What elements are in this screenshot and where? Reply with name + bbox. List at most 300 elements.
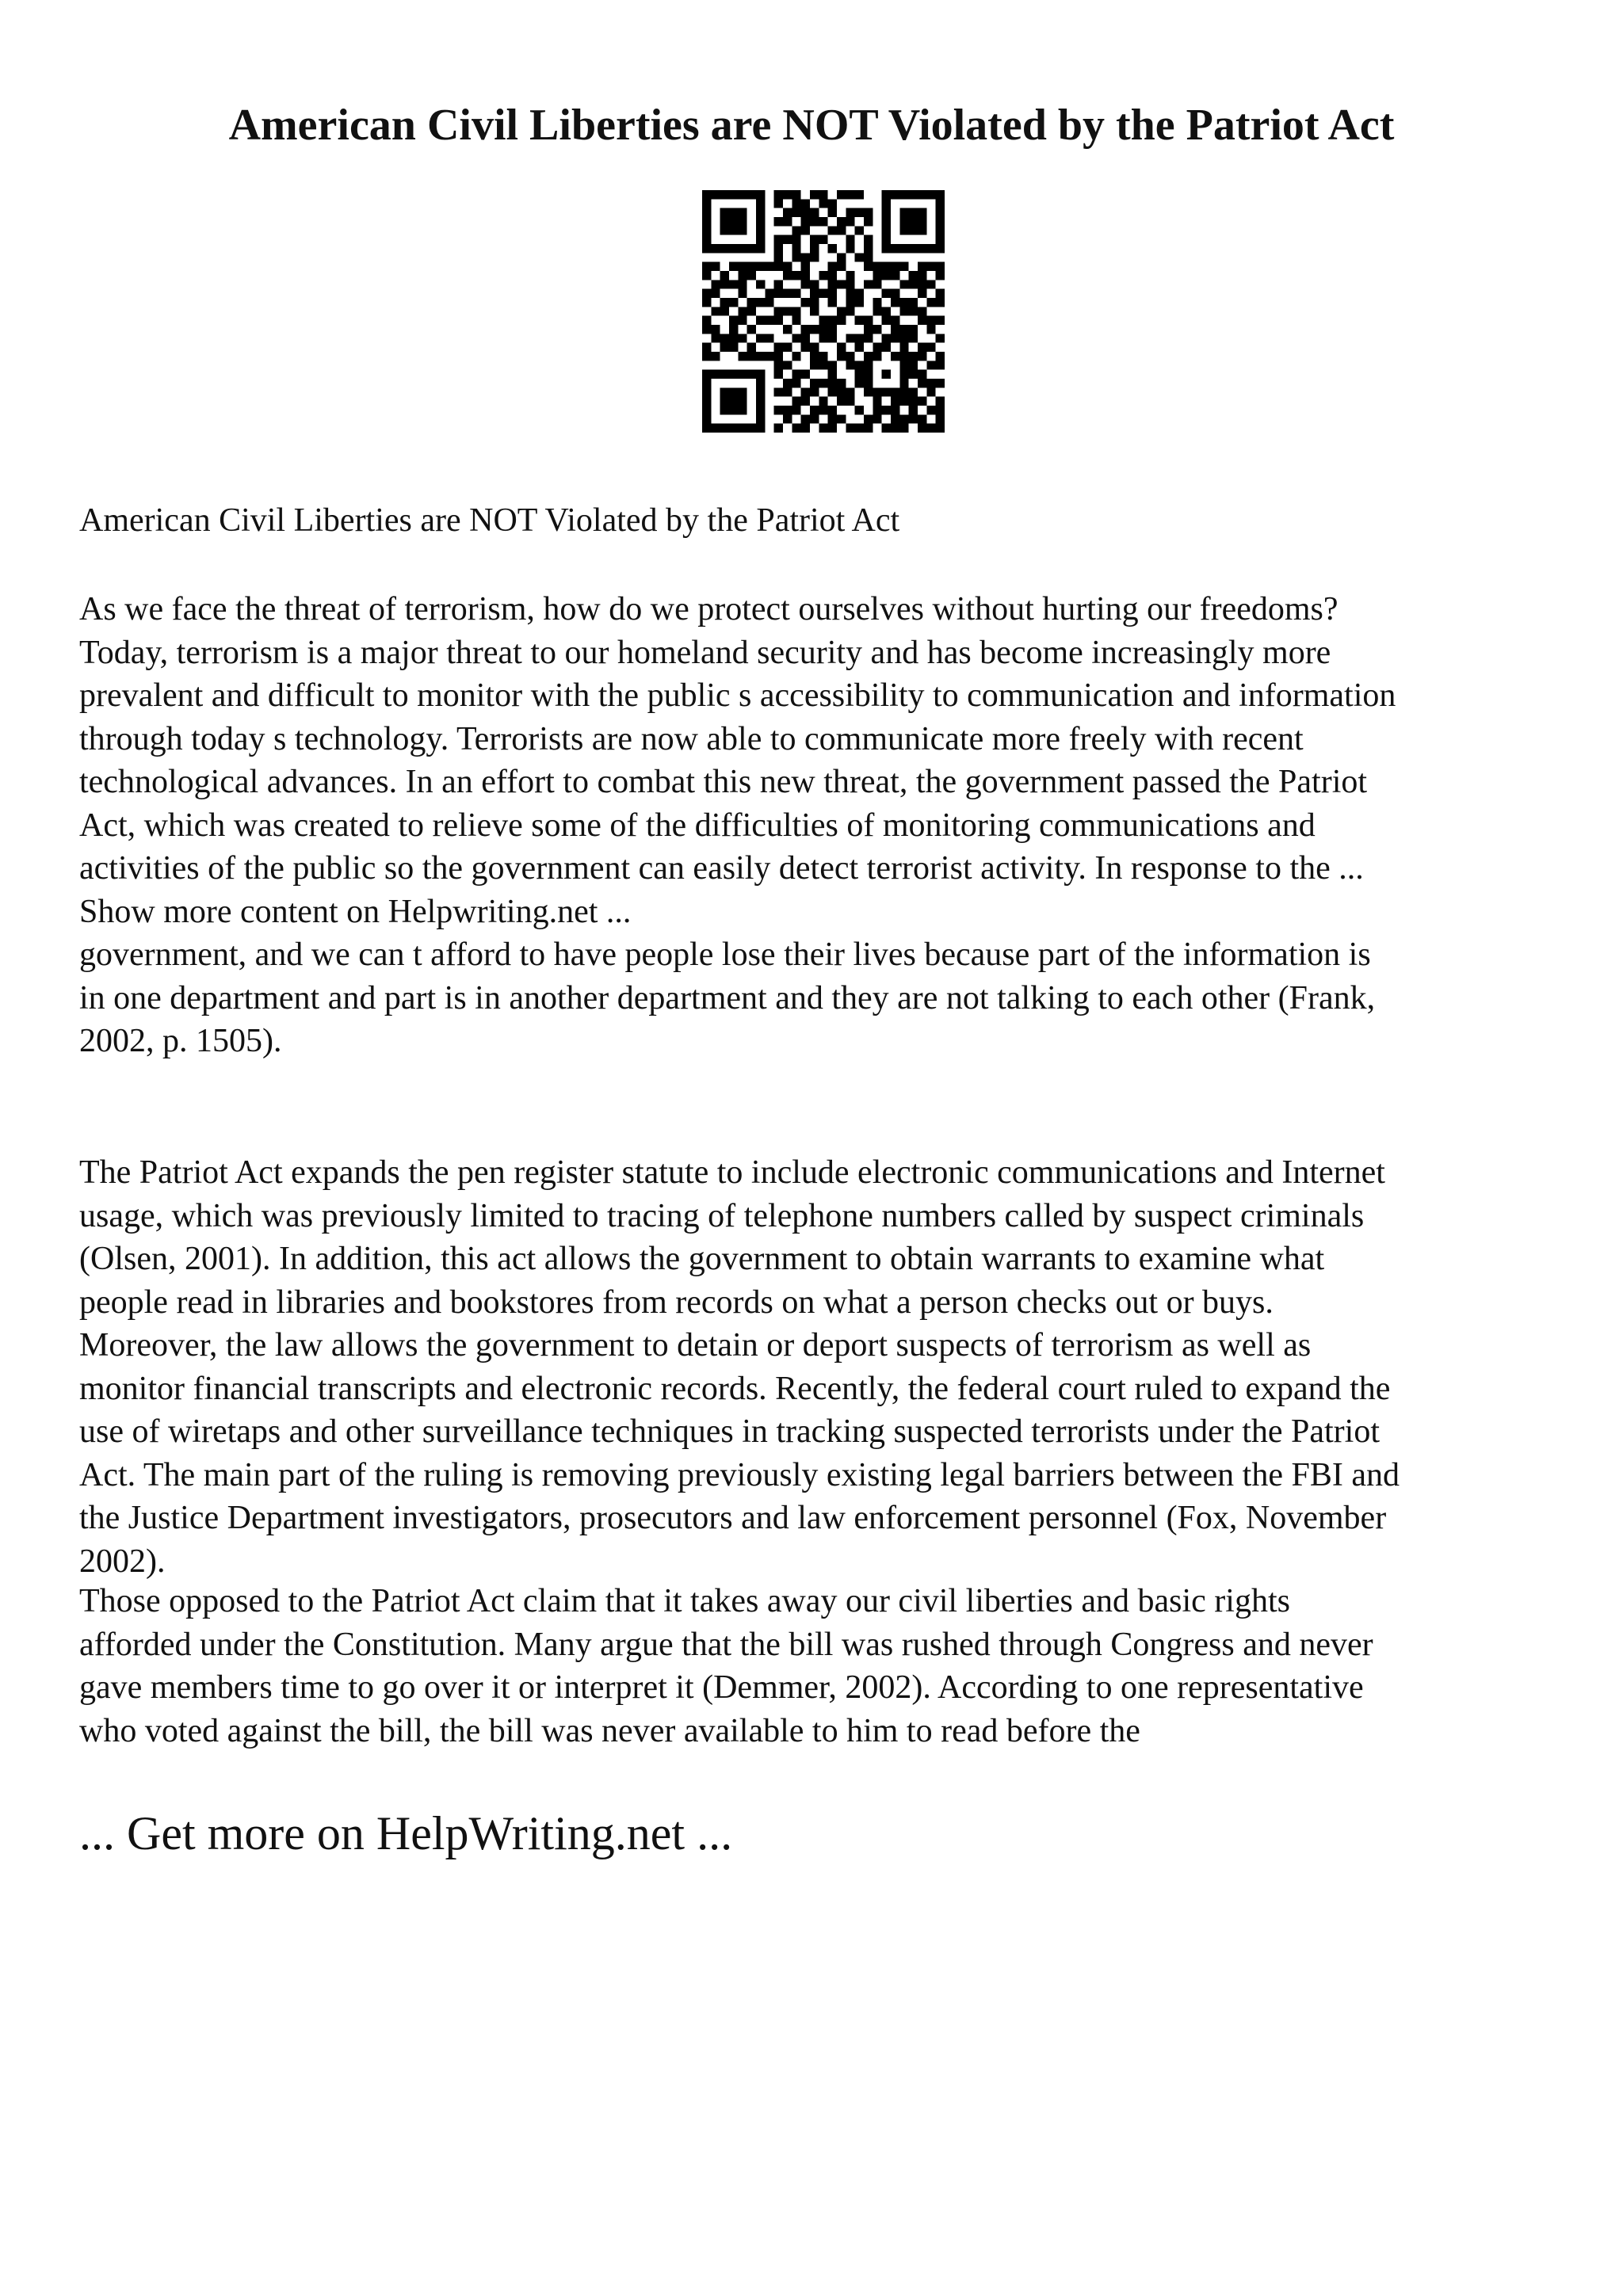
qr-module <box>936 316 945 325</box>
qr-module <box>801 271 810 280</box>
qr-module <box>846 387 854 396</box>
qr-module <box>918 271 926 280</box>
qr-module <box>720 226 729 235</box>
qr-module <box>846 352 854 360</box>
qr-module <box>882 307 891 315</box>
qr-module <box>899 334 908 342</box>
qr-module <box>909 325 918 334</box>
qr-module <box>720 307 729 315</box>
qr-module <box>774 262 783 271</box>
qr-module <box>756 334 765 342</box>
qr-module <box>720 343 729 352</box>
qr-module <box>936 298 945 307</box>
qr-module <box>846 307 854 315</box>
qr-module <box>783 217 792 226</box>
qr-module <box>855 379 864 387</box>
qr-module <box>855 360 864 369</box>
qr-module <box>774 406 783 414</box>
qr-module <box>918 352 926 360</box>
qr-module <box>899 360 908 369</box>
qr-module <box>720 208 729 217</box>
qr-module <box>882 316 891 325</box>
qr-module <box>756 226 765 235</box>
qr-module <box>747 190 756 199</box>
qr-code-icon <box>702 190 945 433</box>
qr-module <box>918 289 926 298</box>
qr-module <box>810 298 819 307</box>
qr-module <box>747 352 756 360</box>
qr-module <box>774 253 783 261</box>
qr-module <box>936 334 945 342</box>
qr-module <box>882 289 891 298</box>
qr-module <box>918 262 926 271</box>
qr-module <box>891 414 899 423</box>
qr-module <box>819 199 827 208</box>
qr-module <box>720 190 729 199</box>
qr-module <box>702 325 711 334</box>
qr-module <box>909 397 918 406</box>
qr-module <box>810 190 819 199</box>
qr-module <box>909 406 918 414</box>
qr-module <box>936 406 945 414</box>
qr-module <box>864 379 873 387</box>
qr-module <box>765 262 773 271</box>
qr-module <box>783 208 792 217</box>
qr-module <box>855 370 864 379</box>
qr-module <box>899 190 908 199</box>
qr-module <box>810 253 819 261</box>
text-line: prevalent and difficult to monitor with the public s accessibility to communication and information <box>79 677 1396 714</box>
paragraph-pen-register <box>79 1151 1553 1583</box>
qr-module <box>873 406 881 414</box>
qr-module <box>846 298 854 307</box>
qr-module <box>899 397 908 406</box>
qr-module <box>783 235 792 244</box>
qr-module <box>729 280 738 288</box>
qr-module <box>783 360 792 369</box>
qr-module <box>891 262 899 271</box>
qr-module <box>882 244 891 253</box>
qr-module <box>873 298 881 307</box>
qr-module <box>864 360 873 369</box>
qr-module <box>765 316 773 325</box>
qr-module <box>756 244 765 253</box>
qr-module <box>899 414 908 423</box>
qr-module <box>828 316 837 325</box>
qr-module <box>702 406 711 414</box>
qr-module <box>792 307 800 315</box>
qr-module <box>801 280 810 288</box>
qr-module <box>864 325 873 334</box>
qr-module <box>882 262 891 271</box>
qr-module <box>926 424 935 433</box>
qr-module <box>936 226 945 235</box>
qr-module <box>846 208 854 217</box>
qr-module <box>702 352 711 360</box>
qr-module <box>891 352 899 360</box>
qr-module <box>873 280 881 288</box>
qr-module <box>720 406 729 414</box>
qr-module <box>864 352 873 360</box>
qr-module <box>702 397 711 406</box>
qr-module <box>899 424 908 433</box>
qr-module <box>918 343 926 352</box>
qr-module <box>909 190 918 199</box>
qr-module <box>747 271 756 280</box>
text-line: afforded under the Constitution. Many argue that the bill was rushed through Congress and never <box>79 1626 1373 1663</box>
qr-module <box>810 325 819 334</box>
qr-module <box>899 370 908 379</box>
qr-module <box>882 271 891 280</box>
qr-module <box>828 199 837 208</box>
qr-module <box>810 280 819 288</box>
qr-module <box>801 334 810 342</box>
qr-module <box>936 379 945 387</box>
qr-module <box>855 343 864 352</box>
qr-module <box>864 280 873 288</box>
qr-module <box>810 307 819 315</box>
text-line: 2002, p. 1505). <box>79 1023 282 1059</box>
qr-module <box>720 334 729 342</box>
qr-module <box>792 235 800 244</box>
qr-module <box>729 298 738 307</box>
qr-module <box>756 424 765 433</box>
qr-module <box>899 217 908 226</box>
qr-module <box>756 199 765 208</box>
qr-module <box>837 217 846 226</box>
qr-module <box>899 244 908 253</box>
qr-module <box>926 360 935 369</box>
qr-module <box>882 387 891 396</box>
qr-module <box>918 217 926 226</box>
qr-module <box>774 352 783 360</box>
qr-module <box>855 226 864 235</box>
qr-module <box>891 424 899 433</box>
text-line: Moreover, the law allows the government to detain or deport suspects of terrorism as well as <box>79 1327 1312 1363</box>
qr-module <box>792 379 800 387</box>
text-line: use of wiretaps and other surveillance techniques in tracking suspected terrorists under the Patriot <box>79 1413 1380 1450</box>
qr-module <box>738 387 747 396</box>
qr-module <box>729 424 738 433</box>
qr-module <box>864 316 873 325</box>
qr-module <box>783 190 792 199</box>
qr-module <box>828 298 837 307</box>
qr-module <box>936 244 945 253</box>
show-more-link[interactable]: Show more content on Helpwriting.net ... <box>79 893 632 930</box>
text-line: Act, which was created to relieve some of the difficulties of monitoring communications and <box>79 807 1316 844</box>
qr-module <box>711 307 720 315</box>
qr-module <box>837 387 846 396</box>
qr-module <box>774 190 783 199</box>
text-line: government, and we can t afford to have people lose their lives because part of the information is <box>79 936 1371 973</box>
qr-module <box>882 370 891 379</box>
qr-module <box>899 262 908 271</box>
qr-module <box>702 226 711 235</box>
qr-module <box>801 226 810 235</box>
qr-module <box>747 370 756 379</box>
qr-module <box>828 262 837 271</box>
qr-module <box>864 414 873 423</box>
qr-module <box>729 343 738 352</box>
qr-module <box>873 325 881 334</box>
qr-module <box>801 325 810 334</box>
qr-module <box>882 343 891 352</box>
qr-module <box>720 370 729 379</box>
qr-module <box>891 190 899 199</box>
text-line: technological advances. In an effort to combat this new threat, the government passed the Patriot <box>79 764 1368 800</box>
qr-module <box>774 360 783 369</box>
qr-module <box>899 379 908 387</box>
qr-module <box>774 244 783 253</box>
get-more-link[interactable]: ... Get more on HelpWriting.net ... <box>79 1807 733 1859</box>
qr-module <box>702 370 711 379</box>
qr-module <box>720 217 729 226</box>
qr-module <box>729 217 738 226</box>
qr-module <box>729 325 738 334</box>
qr-module <box>926 298 935 307</box>
qr-module <box>864 262 873 271</box>
qr-module <box>774 424 783 433</box>
qr-module <box>801 208 810 217</box>
qr-module <box>926 387 935 396</box>
qr-module <box>909 298 918 307</box>
qr-module <box>846 424 854 433</box>
qr-module <box>738 424 747 433</box>
text-line: people read in libraries and bookstores from records on what a person checks out or buys. <box>79 1283 1274 1321</box>
qr-module <box>792 406 800 414</box>
qr-module <box>783 387 792 396</box>
qr-module <box>702 424 711 433</box>
qr-module <box>720 280 729 288</box>
qr-module <box>837 253 846 261</box>
text-line: Act. The main part of the ruling is removing previously existing legal barriers between the FBI and <box>79 1456 1400 1493</box>
qr-module <box>918 397 926 406</box>
qr-module <box>891 244 899 253</box>
qr-module <box>756 414 765 423</box>
qr-module <box>909 271 918 280</box>
qr-module <box>936 271 945 280</box>
qr-module <box>792 289 800 298</box>
qr-module <box>828 334 837 342</box>
qr-module <box>926 316 935 325</box>
qr-module <box>828 360 837 369</box>
text-line: usage, which was previously limited to tracing of telephone numbers called by suspect criminals <box>79 1197 1365 1234</box>
qr-module <box>837 190 846 199</box>
qr-module <box>792 316 800 325</box>
qr-module <box>819 379 827 387</box>
qr-module <box>873 271 881 280</box>
qr-module <box>747 307 756 315</box>
qr-module <box>899 226 908 235</box>
qr-module <box>747 343 756 352</box>
qr-module <box>711 244 720 253</box>
qr-module <box>792 199 800 208</box>
qr-module <box>720 397 729 406</box>
paragraph-intro <box>79 588 1553 1063</box>
qr-module <box>846 289 854 298</box>
qr-module <box>783 325 792 334</box>
qr-module <box>747 244 756 253</box>
text-line: the Justice Department investigators, prosecutors and law enforcement personnel (Fox, November <box>79 1500 1387 1536</box>
qr-module <box>783 379 792 387</box>
qr-module <box>729 226 738 235</box>
qr-module <box>756 397 765 406</box>
qr-module <box>774 387 783 396</box>
qr-module <box>729 316 738 325</box>
qr-module <box>936 235 945 244</box>
qr-module <box>882 235 891 244</box>
qr-module <box>909 226 918 235</box>
qr-module <box>882 334 891 342</box>
qr-module <box>738 280 747 288</box>
qr-module <box>828 280 837 288</box>
qr-module <box>792 424 800 433</box>
qr-module <box>765 334 773 342</box>
qr-module <box>828 379 837 387</box>
qr-module <box>873 352 881 360</box>
qr-module <box>873 387 881 396</box>
qr-module <box>756 316 765 325</box>
qr-module <box>855 424 864 433</box>
qr-module <box>846 271 854 280</box>
qr-module <box>864 244 873 253</box>
qr-module <box>801 387 810 396</box>
qr-module <box>702 199 711 208</box>
qr-module <box>909 414 918 423</box>
qr-module <box>855 253 864 261</box>
qr-module <box>819 217 827 226</box>
qr-module <box>738 226 747 235</box>
qr-module <box>729 334 738 342</box>
qr-module <box>926 325 935 334</box>
qr-module <box>899 343 908 352</box>
qr-module <box>711 262 720 271</box>
qr-module <box>738 397 747 406</box>
text-line: Today, terrorism is a major threat to our homeland security and has become increasingly more <box>79 634 1331 671</box>
qr-module <box>882 190 891 199</box>
qr-module <box>899 280 908 288</box>
qr-module <box>756 370 765 379</box>
qr-module <box>702 316 711 325</box>
qr-module <box>882 226 891 235</box>
qr-module <box>792 370 800 379</box>
qr-module <box>846 235 854 244</box>
qr-module <box>873 262 881 271</box>
qr-module <box>720 424 729 433</box>
qr-module <box>756 280 765 288</box>
qr-module <box>909 360 918 369</box>
qr-module <box>918 370 926 379</box>
qr-module <box>828 226 837 235</box>
qr-module <box>792 271 800 280</box>
qr-module <box>819 397 827 406</box>
qr-module <box>855 190 864 199</box>
qr-module <box>899 208 908 217</box>
qr-module <box>855 298 864 307</box>
qr-module <box>819 360 827 369</box>
qr-module <box>899 307 908 315</box>
qr-module <box>899 387 908 396</box>
qr-module <box>774 307 783 315</box>
qr-module <box>918 307 926 315</box>
qr-module <box>774 370 783 379</box>
qr-module <box>936 424 945 433</box>
text-line: (Olsen, 2001). In addition, this act allows the government to obtain warrants to examine what <box>79 1241 1325 1277</box>
qr-module <box>918 244 926 253</box>
qr-module <box>828 424 837 433</box>
qr-module <box>891 271 899 280</box>
qr-module <box>792 253 800 261</box>
qr-module <box>936 289 945 298</box>
qr-module <box>738 406 747 414</box>
qr-module <box>792 352 800 360</box>
qr-module <box>819 316 827 325</box>
qr-module <box>846 280 854 288</box>
qr-module <box>702 289 711 298</box>
qr-module <box>702 298 711 307</box>
qr-module <box>918 379 926 387</box>
qr-module <box>873 307 881 315</box>
qr-module <box>855 334 864 342</box>
qr-module <box>801 414 810 423</box>
qr-module <box>936 414 945 423</box>
qr-module <box>909 244 918 253</box>
qr-module <box>720 298 729 307</box>
qr-module <box>926 280 935 288</box>
qr-module <box>819 235 827 244</box>
qr-module <box>828 289 837 298</box>
qr-module <box>846 244 854 253</box>
qr-module <box>837 414 846 423</box>
qr-module <box>801 343 810 352</box>
qr-module <box>819 190 827 199</box>
qr-module <box>936 190 945 199</box>
qr-module <box>711 325 720 334</box>
qr-module <box>783 271 792 280</box>
qr-module <box>926 190 935 199</box>
qr-module <box>702 343 711 352</box>
text-line: monitor financial transcripts and electronic records. Recently, the federal court ruled to expand the <box>79 1370 1391 1407</box>
qr-module <box>810 360 819 369</box>
qr-module <box>819 406 827 414</box>
qr-module <box>899 352 908 360</box>
text-line: Those opposed to the Patriot Act claim that it takes away our civil liberties and basic rights <box>79 1583 1290 1619</box>
qr-module <box>828 325 837 334</box>
qr-module <box>837 352 846 360</box>
qr-module <box>720 244 729 253</box>
document-title: American Civil Liberties are NOT Violated by the Patriot Act <box>228 101 1395 150</box>
qr-module <box>837 262 846 271</box>
qr-module <box>873 343 881 352</box>
qr-module <box>711 424 720 433</box>
text-line: The Patriot Act expands the pen register statute to include electronic communications and Internet <box>79 1154 1385 1191</box>
qr-module <box>837 316 846 325</box>
qr-module <box>846 334 854 342</box>
qr-module <box>891 406 899 414</box>
qr-module <box>801 424 810 433</box>
qr-module <box>702 244 711 253</box>
qr-module <box>729 406 738 414</box>
qr-module <box>747 424 756 433</box>
qr-module <box>837 379 846 387</box>
qr-module <box>936 360 945 369</box>
qr-module <box>855 406 864 414</box>
qr-module <box>792 244 800 253</box>
qr-module <box>738 307 747 315</box>
qr-module <box>711 334 720 342</box>
qr-module <box>738 352 747 360</box>
qr-module <box>909 307 918 315</box>
